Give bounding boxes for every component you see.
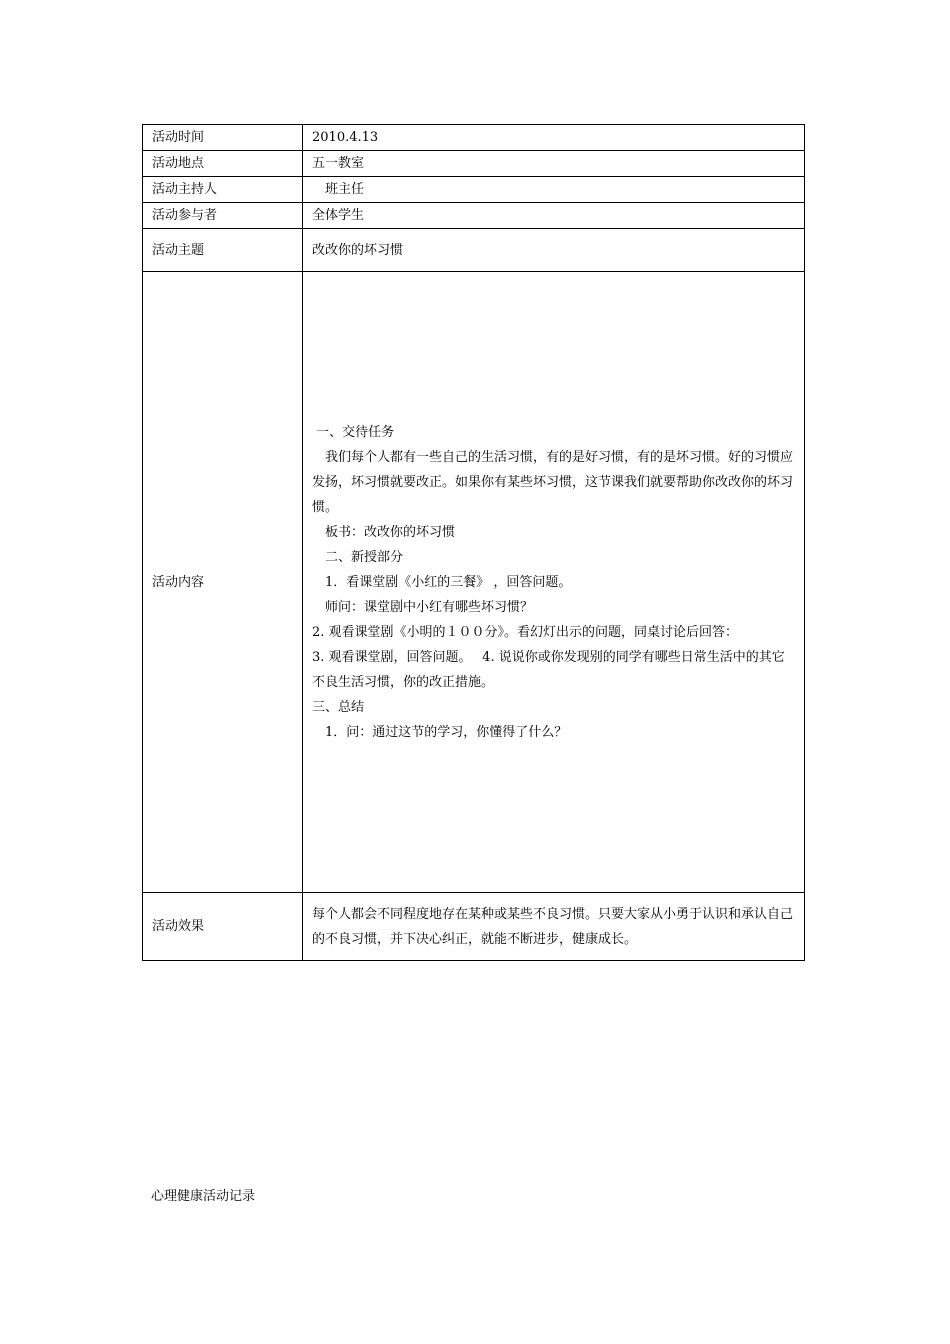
row-host [143, 177, 805, 203]
content-block [312, 420, 795, 745]
value-place: 五一教室 [303, 151, 805, 177]
content-line: 我们每个人都有一些自己的生活习惯，有的是好习惯，有的是坏习惯。好的习惯应发扬，坏习惯就要改正。如果你有某些坏习惯，这节课我们就要帮助你改改你的坏习惯。 [312, 449, 794, 515]
content-line: 三、总结 [312, 699, 365, 715]
content-line: 1．问：通过这节的学习，你懂得了什么？ [312, 724, 568, 740]
content-line: 一、交待任务 [312, 424, 395, 440]
label-host: 活动主持人 [143, 177, 303, 203]
label-effect: 活动效果 [143, 893, 303, 961]
row-theme [143, 229, 805, 272]
row-effect [143, 893, 805, 961]
label-participants: 活动参与者 [143, 203, 303, 229]
value-theme: 改改你的坏习惯 [303, 229, 805, 272]
value-participants: 全体学生 [303, 203, 805, 229]
label-place: 活动地点 [143, 151, 303, 177]
content-line: 板书：改改你的坏习惯 [312, 524, 456, 540]
footer-note: 心理健康活动记录 [151, 1189, 256, 1204]
label-time: 活动时间 [143, 125, 303, 151]
row-participants [143, 203, 805, 229]
row-time [143, 125, 805, 151]
row-place [143, 151, 805, 177]
content-line: 3. 观看课堂剧，回答问题。 4. 说说你或你发现别的同学有哪些日常生活中的其它不良生活习惯，你的改正措施。 [312, 649, 785, 690]
value-host: 班主任 [303, 177, 805, 203]
content-line: 1．看课堂剧《小红的三餐》 ，回答问题。 [312, 574, 572, 590]
row-content [143, 272, 805, 893]
content-line: 2. 观看课堂剧《小明的１００分》。看幻灯出示的问题，同桌讨论后回答： [312, 624, 739, 640]
label-content: 活动内容 [143, 272, 303, 893]
activity-record-table [142, 124, 805, 961]
value-effect: 每个人都会不同程度地存在某种或某些不良习惯。只要大家从小勇于认识和承认自己的不良习惯，并下决心纠正，就能不断进步，健康成长。 [303, 893, 805, 961]
content-line: 二、新授部分 [312, 549, 404, 565]
content-line: 师问：课堂剧中小红有哪些坏习惯？ [312, 599, 534, 615]
value-content [303, 272, 805, 893]
label-theme: 活动主题 [143, 229, 303, 272]
value-time: 2010.4.13 [303, 125, 805, 151]
